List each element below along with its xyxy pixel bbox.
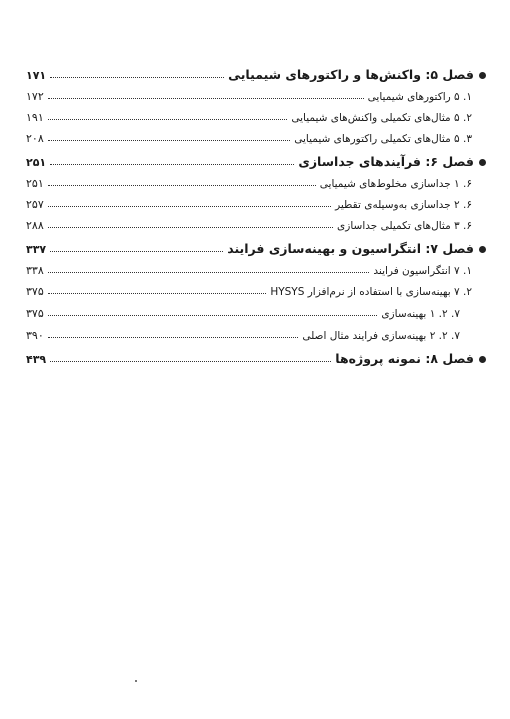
- toc-entry-title: فصل ۵: واکنش‌ها و راکتورهای شیمیایی: [228, 67, 474, 82]
- dot-leader: [48, 272, 370, 273]
- toc-entry-title: ۳. ۵ مثال‌های تکمیلی راکتورهای شیمیایی: [294, 133, 472, 145]
- toc-subsection-7-2-2[interactable]: [26, 320, 486, 342]
- page-speck: [135, 680, 137, 682]
- dot-leader: [50, 164, 294, 165]
- toc-section-7-1[interactable]: [26, 256, 486, 277]
- table-of-contents: [26, 58, 486, 366]
- toc-entry-page: ۱۷۲: [26, 90, 44, 103]
- toc-entry-page: ۴۳۹: [26, 353, 47, 366]
- dot-leader: [50, 77, 224, 78]
- toc-entry-title: فصل ۶: فرآیندهای جداسازی: [298, 154, 474, 169]
- toc-chapter-8[interactable]: [26, 342, 486, 366]
- dot-leader: [48, 293, 267, 294]
- toc-entry-title: فصل ۸: نمونه پروژه‌ها: [335, 351, 474, 366]
- dot-leader: [48, 98, 364, 99]
- toc-section-5-1[interactable]: [26, 82, 486, 103]
- dot-leader: [48, 227, 333, 228]
- toc-chapter-6[interactable]: [26, 145, 486, 169]
- toc-entry-page: ۳۳۷: [26, 243, 47, 256]
- bullet-icon: [479, 246, 486, 253]
- toc-entry-title: ۱. ۷ انتگراسیون فرایند: [373, 265, 472, 277]
- dot-leader: [48, 206, 331, 207]
- toc-section-6-2[interactable]: [26, 190, 486, 211]
- toc-section-6-3[interactable]: [26, 211, 486, 232]
- toc-entry-title: ۶. ۳ مثال‌های تکمیلی جداسازی: [337, 220, 472, 232]
- toc-entry-page: ۲۸۸: [26, 219, 44, 232]
- toc-entry-title: ۲. ۵ مثال‌های تکمیلی واکنش‌های شیمیایی: [291, 112, 472, 124]
- toc-chapter-5[interactable]: [26, 58, 486, 82]
- dot-leader: [50, 361, 331, 362]
- toc-entry-title: ۱. ۵ راکتورهای شیمیایی: [367, 91, 472, 103]
- toc-section-5-3[interactable]: [26, 124, 486, 145]
- toc-section-7-2[interactable]: [26, 277, 486, 298]
- bullet-icon: [479, 159, 486, 166]
- toc-subsection-7-2-1[interactable]: [26, 298, 486, 320]
- toc-entry-page: ۳۹۰: [26, 329, 44, 342]
- bullet-icon: [479, 356, 486, 363]
- dot-leader: [48, 185, 316, 186]
- toc-entry-page: ۲۵۷: [26, 198, 44, 211]
- toc-entry-page: ۲۵۱: [26, 177, 44, 190]
- toc-entry-page: ۱۷۱: [26, 69, 47, 82]
- toc-section-5-2[interactable]: [26, 103, 486, 124]
- toc-entry-title: فصل ۷: انتگراسیون و بهینه‌سازی فرایند: [227, 241, 474, 256]
- bullet-icon: [479, 72, 486, 79]
- toc-entry-title: ۷. ۲. ۱ بهینه‌سازی: [381, 308, 460, 320]
- toc-entry-title: ۷. ۲. ۲ بهینه‌سازی فرایند مثال اصلی: [302, 330, 460, 342]
- toc-section-6-1[interactable]: [26, 169, 486, 190]
- toc-entry-page: ۲۵۱: [26, 156, 47, 169]
- toc-entry-page: ۱۹۱: [26, 111, 44, 124]
- dot-leader: [50, 251, 223, 252]
- toc-entry-title: ۶. ۱ جداسازی مخلوط‌های شیمیایی: [319, 178, 472, 190]
- dot-leader: [48, 337, 299, 338]
- toc-entry-title: ۶. ۲ جداسازی به‌وسیله‌ی تقطیر: [335, 199, 472, 211]
- toc-entry-page: ۳۷۵: [26, 285, 44, 298]
- toc-entry-page: ۳۳۸: [26, 264, 44, 277]
- toc-entry-title: ۲. ۷ بهینه‌سازی با استفاده از نرم‌افزار HYSYS: [270, 286, 472, 298]
- dot-leader: [48, 315, 378, 316]
- dot-leader: [48, 119, 288, 120]
- toc-entry-page: ۳۷۵: [26, 307, 44, 320]
- toc-entry-page: ۲۰۸: [26, 132, 44, 145]
- dot-leader: [48, 140, 291, 141]
- toc-chapter-7[interactable]: [26, 232, 486, 256]
